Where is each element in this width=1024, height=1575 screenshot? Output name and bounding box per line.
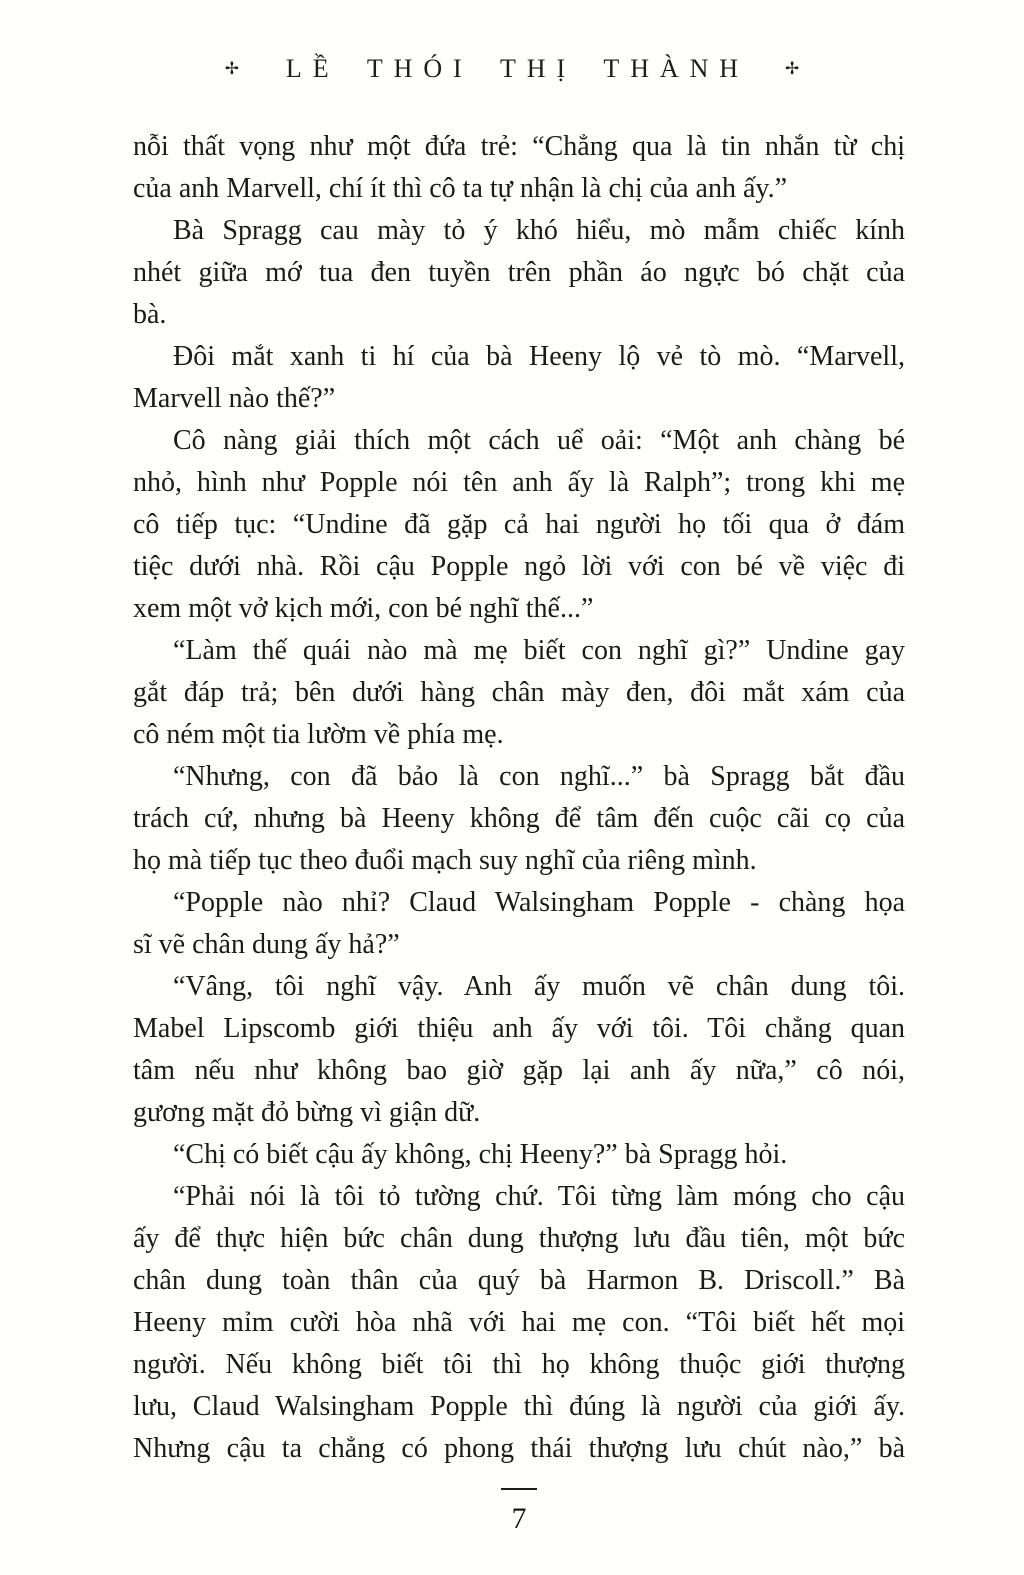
paragraph: [133, 126, 905, 210]
text-line: ấy để thực hiện bức chân dung thượng lưu đầu tiên, một bức: [133, 1223, 905, 1254]
paragraph: [133, 1134, 905, 1176]
text-line: Đôi mắt xanh ti hí của bà Heeny lộ vẻ tò mò. “Marvell,: [173, 341, 905, 372]
text-line: nhét giữa mớ tua đen tuyền trên phần áo ngực bó chặt của: [133, 257, 905, 288]
paragraph: [133, 336, 905, 420]
text-line: bà.: [133, 299, 167, 330]
text-line: “Vâng, tôi nghĩ vậy. Anh ấy muốn vẽ chân dung tôi.: [173, 971, 905, 1002]
header-ornament-right-icon: ✢: [785, 58, 800, 78]
text-line: xem một vở kịch mới, con bé nghĩ thế...”: [133, 593, 594, 624]
text-line: họ mà tiếp tục theo đuổi mạch suy nghĩ của riêng mình.: [133, 845, 757, 876]
text-line: chân dung toàn thân của quý bà Harmon B. Driscoll.” Bà: [133, 1265, 905, 1296]
text-line: nỗi thất vọng như một đứa trẻ: “Chẳng qua là tin nhắn từ chị: [133, 131, 905, 162]
paragraph: [133, 756, 905, 882]
text-line: Nhưng cậu ta chẳng có phong thái thượng lưu chút nào,” bà: [133, 1433, 905, 1464]
text-line: Heeny mỉm cười hòa nhã với hai mẹ con. “Tôi biết hết mọi: [133, 1307, 905, 1338]
text-line: tiệc dưới nhà. Rồi cậu Popple ngỏ lời với con bé về việc đi: [133, 551, 905, 582]
running-header: [0, 54, 1024, 84]
text-line: lưu, Claud Walsingham Popple thì đúng là người của giới ấy.: [133, 1391, 905, 1422]
text-line: “Nhưng, con đã bảo là con nghĩ...” bà Spragg bắt đầu: [173, 761, 905, 792]
paragraph: [133, 882, 905, 966]
text-line: Mabel Lipscomb giới thiệu anh ấy với tôi. Tôi chẳng quan: [133, 1013, 905, 1044]
footer-rule: [501, 1488, 537, 1490]
body-text: [133, 126, 905, 1470]
paragraph: [133, 1176, 905, 1470]
text-line: Marvell nào thế?”: [133, 383, 336, 414]
text-line: nhỏ, hình như Popple nói tên anh ấy là Ralph”; trong khi mẹ: [133, 467, 905, 498]
text-line: “Chị có biết cậu ấy không, chị Heeny?” bà Spragg hỏi.: [173, 1139, 788, 1170]
text-line: của anh Marvell, chí ít thì cô ta tự nhận là chị của anh ấy.”: [133, 173, 787, 204]
text-line: “Phải nói là tôi tỏ tường chứ. Tôi từng làm móng cho cậu: [173, 1181, 905, 1212]
paragraph: [133, 420, 905, 630]
page-number: 7: [511, 1502, 527, 1535]
text-line: trách cứ, nhưng bà Heeny không để tâm đến cuộc cãi cọ của: [133, 803, 905, 834]
text-line: Cô nàng giải thích một cách uể oải: “Một anh chàng bé: [173, 425, 905, 456]
text-line: “Làm thế quái nào mà mẹ biết con nghĩ gì?” Undine gay: [173, 635, 905, 666]
text-line: “Popple nào nhỉ? Claud Walsingham Popple - chàng họa: [173, 887, 905, 918]
page-footer: [133, 1488, 905, 1534]
paragraph: [133, 966, 905, 1134]
text-line: gắt đáp trả; bên dưới hàng chân mày đen, đôi mắt xám của: [133, 677, 905, 708]
paragraph: [133, 210, 905, 336]
text-line: cô ném một tia lườm về phía mẹ.: [133, 719, 504, 750]
text-line: cô tiếp tục: “Undine đã gặp cả hai người họ tối qua ở đám: [133, 509, 905, 540]
text-line: gương mặt đỏ bừng vì giận dữ.: [133, 1097, 481, 1128]
text-line: sĩ vẽ chân dung ấy hả?”: [133, 929, 400, 960]
text-line: người. Nếu không biết tôi thì họ không thuộc giới thượng: [133, 1349, 905, 1380]
text-line: tâm nếu như không bao giờ gặp lại anh ấy nữa,” cô nói,: [133, 1055, 905, 1086]
paragraph: [133, 630, 905, 756]
page-title: LỀ THÓI THỊ THÀNH: [285, 54, 749, 83]
header-ornament-left-icon: ✢: [224, 58, 239, 78]
text-line: Bà Spragg cau mày tỏ ý khó hiểu, mò mẫm chiếc kính: [173, 215, 905, 246]
